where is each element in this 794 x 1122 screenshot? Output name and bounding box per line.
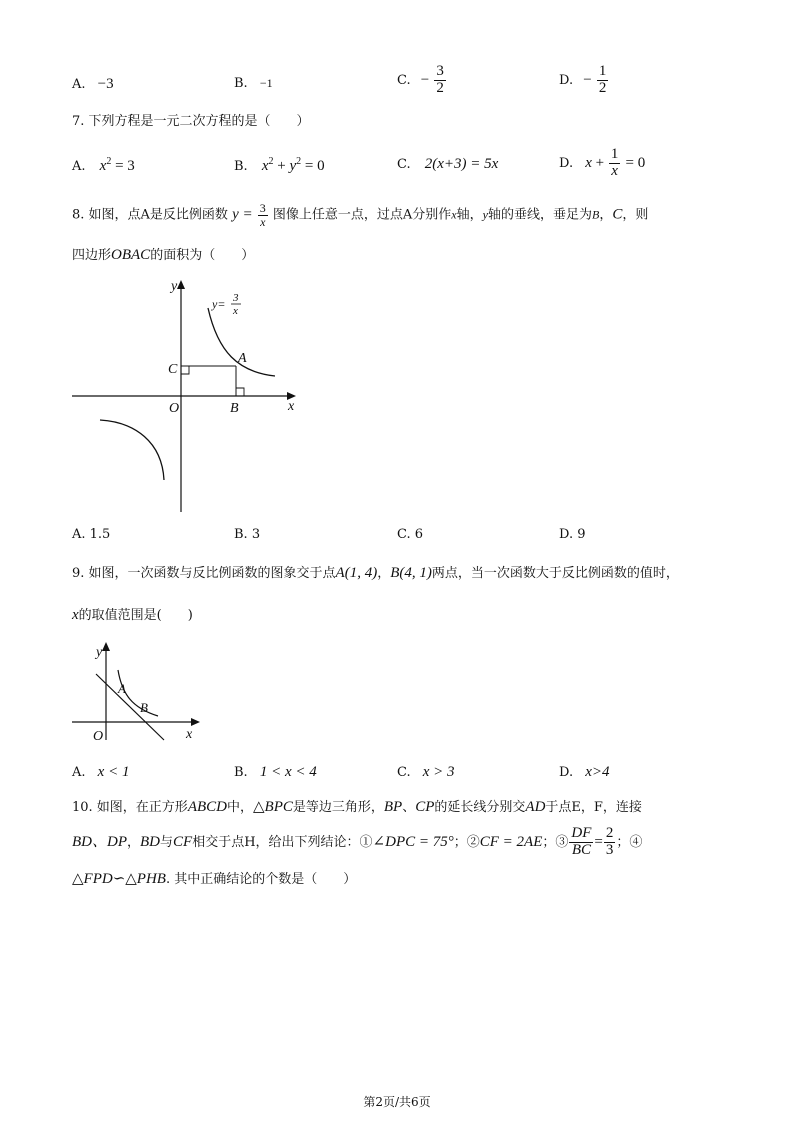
numerator: 1 (598, 63, 607, 79)
q7-option-a (72, 156, 135, 175)
point-b: B (591, 207, 600, 222)
equation-lhs: y = (232, 206, 253, 223)
q6-option-d (559, 64, 609, 97)
q9-stem-line2 (72, 604, 193, 624)
q8-graph (60, 272, 310, 517)
segment-ad: AD (525, 799, 546, 815)
stem-text: 与 (160, 834, 174, 850)
denominator: BC (571, 841, 591, 858)
numerator: 3 (259, 201, 266, 215)
stem-text: 的取值范围是( ) (78, 608, 193, 623)
var-x: x (72, 607, 79, 623)
stem-text: 的延长线分别交 (434, 800, 526, 815)
stem-text: 于点E，F，连接 (545, 800, 642, 815)
q10-stem-line1 (72, 796, 642, 816)
denominator: x (260, 214, 266, 229)
stem-text: 9. 如图，一次函数与反比例函数的图象交于点 (72, 566, 336, 581)
label-o: O (93, 729, 104, 744)
expression: x > 3 (422, 764, 455, 780)
q7-option-b (234, 156, 325, 175)
denominator: x (611, 162, 618, 179)
segment-bp: BP (383, 799, 403, 815)
expression: x < 1 (97, 764, 130, 780)
q9-graph (66, 636, 206, 746)
numerator: 3 (436, 63, 444, 79)
stem-text: 四边形 (72, 248, 112, 263)
stem-text: 的面积为（ ） (150, 248, 255, 263)
minus-sign: − (420, 71, 430, 88)
q8-option-c: C. 6 (397, 527, 424, 542)
denominator: 3 (605, 841, 614, 858)
numerator: DF (571, 825, 592, 841)
stem-text: 相交于点H，给出下列结论：① (192, 834, 373, 850)
stem-text: ， (599, 207, 613, 223)
y-axis-arrow (177, 280, 185, 289)
label-y: y (171, 279, 178, 294)
expression: $x^2 + y^2 = 0$ (261, 156, 325, 174)
stem-text: 是等边三角形， (292, 800, 384, 815)
curve-eq-denominator: x (233, 305, 238, 317)
q7-option-d: D. x + $\frac{1}{x}$ = 0 (559, 146, 646, 179)
expression: 1 < x < 4 (259, 764, 317, 780)
stem-text: ；③ (542, 834, 569, 850)
conclusion-4: △FPD∽△PHB (72, 871, 166, 887)
q8-stem-line2 (72, 244, 254, 264)
option-label: C. (397, 157, 411, 172)
stem-text: ， (127, 834, 141, 850)
fraction (609, 147, 621, 180)
square-name: ABCD (187, 799, 227, 815)
q6-option-a (72, 76, 114, 93)
expression: x>4 (585, 764, 610, 780)
q6-option-c (397, 64, 447, 97)
option-label: D. (559, 155, 574, 171)
stem-text: 中， (226, 800, 253, 815)
quadrilateral-name: OBAC (111, 247, 151, 263)
fraction (434, 64, 446, 97)
q7-stem: 7. 下列方程是一元二次方程的是（ ） (72, 114, 310, 129)
stem-text: ， (377, 566, 391, 581)
conclusion-2: CF = 2AE (479, 833, 543, 850)
equals-sign: = (594, 833, 603, 850)
stem-text: 轴， (456, 207, 483, 223)
q9-stem-line1 (72, 562, 679, 582)
right-angle-mark-b (236, 388, 244, 396)
conclusion-1: ∠DPC = 75° (372, 833, 454, 850)
q8-stem-line1 (72, 202, 648, 228)
q9-option-c (397, 764, 455, 781)
conclusion-3-rhs (604, 826, 616, 859)
point-a: A(1, 4) (335, 565, 378, 581)
numerator: 2 (605, 825, 614, 841)
segment-cf: CF (173, 833, 193, 850)
q7-option-c (397, 156, 498, 173)
triangle-name: △BPC (253, 799, 293, 815)
option-value: −3 (97, 76, 114, 92)
q8-option-b: B. 3 (234, 527, 261, 542)
var-y: y (482, 207, 488, 222)
label-o: O (169, 401, 180, 416)
label-a: A (238, 351, 247, 366)
option-label: B. (234, 76, 248, 91)
option-label: C. (397, 72, 411, 88)
q9-option-b (234, 764, 317, 781)
hyperbola-branch-q3 (100, 420, 164, 480)
conclusion-3-lhs (569, 826, 593, 859)
q6-option-b (234, 76, 273, 91)
stem-text: 10. 如图，在正方形 (72, 800, 188, 815)
stem-text: 两点，当一次函数大于反比例函数的值时， (431, 566, 679, 581)
stem-text: 8. 如图，点A是反比例函数 (72, 207, 228, 223)
option-label: D. (559, 765, 574, 780)
stem-text: 轴的垂线，垂足为 (487, 207, 592, 223)
expression: $x^2 = 3$ (99, 156, 135, 174)
point-c: C (612, 206, 623, 223)
expression: 2(x+3) = 5x (424, 156, 499, 172)
option-label: A. (72, 765, 86, 780)
label-x: x (186, 727, 193, 742)
denominator: 2 (598, 79, 607, 96)
q10-stem-line2 (72, 826, 642, 859)
option-label: A. (72, 77, 86, 92)
q8-option-d: D. 9 (559, 527, 586, 542)
curve-eq-numerator: 3 (233, 292, 239, 304)
label-x: x (288, 399, 295, 414)
fraction (258, 202, 268, 228)
label-y: y (96, 645, 103, 660)
label-c: C (168, 362, 178, 377)
stem-text: ；② (453, 834, 480, 850)
right-angle-mark-c (181, 366, 189, 374)
option-label: A. (72, 159, 86, 174)
page-number: 第2页/共6页 (363, 1095, 431, 1109)
option-label: B. (234, 765, 248, 780)
q9-option-a (72, 764, 129, 781)
stem-text: ，则 (622, 207, 649, 223)
segment-bd: BD (140, 833, 161, 850)
option-label: C. (397, 765, 411, 780)
q10-stem-line3 (72, 868, 356, 888)
q8-option-a: A. 1.5 (72, 527, 111, 542)
minus-sign: − (583, 71, 592, 88)
x-axis-arrow (191, 718, 200, 726)
label-b: B (140, 700, 148, 715)
segment-cp: CP (415, 799, 435, 815)
stem-text: 、 (402, 800, 416, 815)
var-x: x (451, 207, 457, 222)
point-b: B(4, 1) (390, 565, 432, 581)
label-a: A (118, 681, 126, 696)
curve-eq-lhs: y= (212, 297, 226, 311)
label-b: B (230, 401, 239, 416)
stem-text: 图像上任意一点，过点A分别作 (272, 207, 452, 223)
stem-text: ；④ (616, 834, 643, 850)
y-axis-arrow (102, 642, 110, 651)
fraction (597, 64, 609, 97)
option-label: D. (559, 72, 574, 88)
denominator: 2 (436, 79, 444, 96)
stem-text: . 其中正确结论的个数是（ ） (165, 872, 357, 887)
segments-bd-dp: BD、DP (72, 833, 127, 850)
option-value: −1 (259, 76, 273, 90)
numerator: 1 (610, 146, 619, 162)
option-label: B. (234, 159, 248, 174)
q9-option-d (559, 764, 610, 781)
